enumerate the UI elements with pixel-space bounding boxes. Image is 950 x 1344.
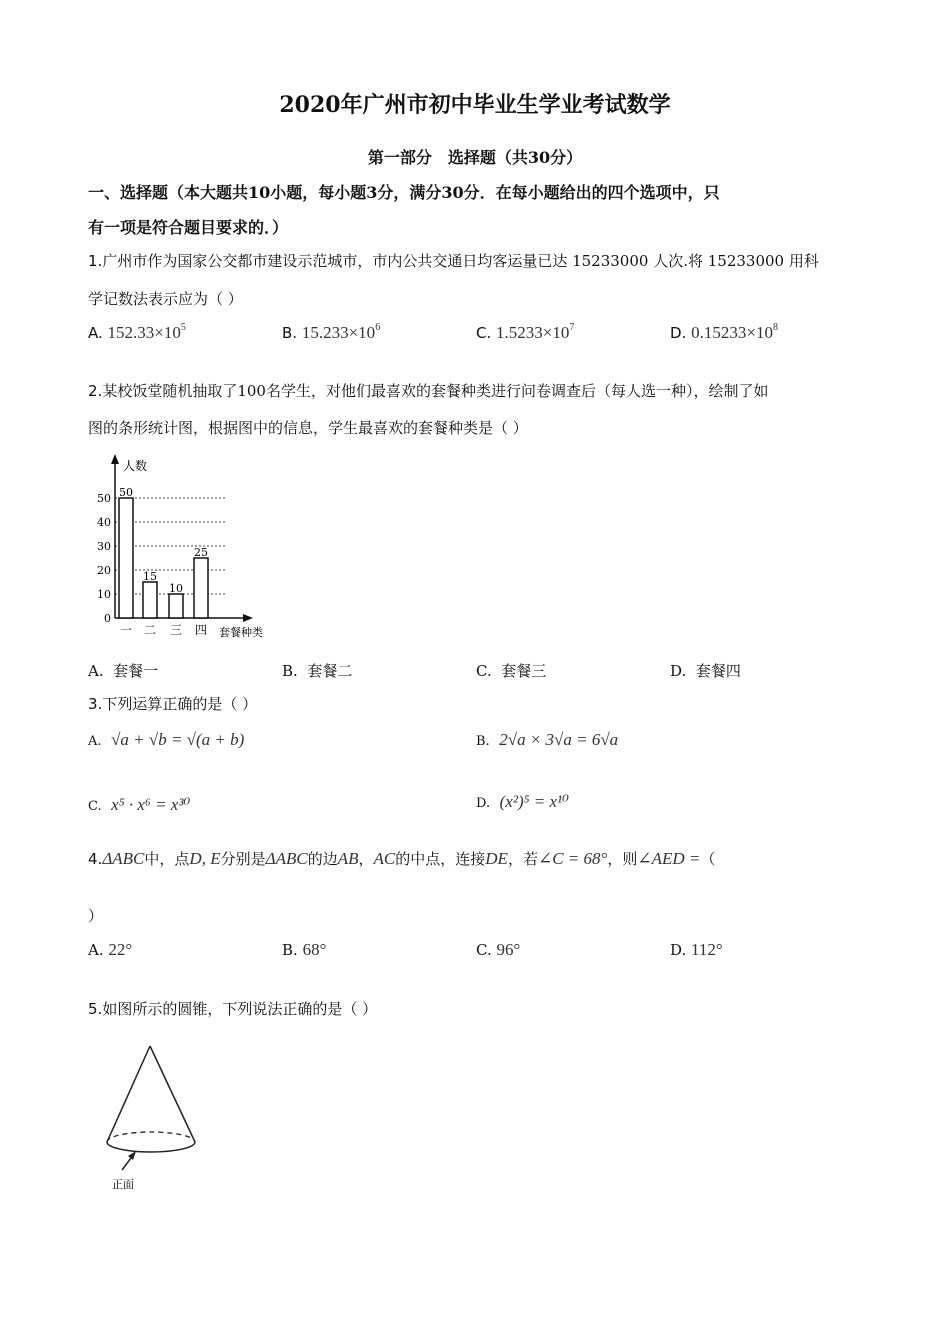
bar-data-label: 10 bbox=[169, 582, 183, 595]
q3-option-b[interactable]: B. 2√a × 3√a = 6√a bbox=[476, 730, 619, 749]
q3-option-c[interactable]: C. x⁵ · x⁶ = x³⁰ bbox=[88, 795, 191, 814]
x-axis-arrow bbox=[243, 614, 253, 622]
q2-option-a[interactable]: A. 套餐一 bbox=[88, 662, 159, 680]
category-label: 一 bbox=[119, 623, 133, 637]
q1-option-b[interactable]: B. $15.233\times 10^6$ bbox=[282, 322, 381, 342]
section-heading-line2: 有一项是符合题目要求的．） bbox=[88, 218, 289, 237]
exam-title: 2020年广州市初中毕业生学业考试数学 bbox=[279, 92, 671, 118]
q1-option-a[interactable]: A. $152.33\times 10^5$ bbox=[88, 322, 186, 342]
bar-data-label: 25 bbox=[194, 546, 208, 559]
q1-option-d[interactable]: D. $0.15233\times 10^8$ bbox=[670, 322, 778, 342]
y-tick-label: 20 bbox=[97, 564, 111, 577]
question-1-line2: 学记数法表示应为（ ） bbox=[88, 290, 243, 308]
bar bbox=[169, 594, 183, 618]
bar bbox=[194, 558, 208, 618]
q1-option-c[interactable]: C. $1.5233\times 10^7$ bbox=[476, 322, 575, 342]
y-tick-label: 50 bbox=[97, 492, 111, 505]
question-1-line1: 1.广州市作为国家公交都市建设示范城市，市内公共交通日均客运量已达 15233000 人次.将 15233000 用科 bbox=[88, 252, 819, 270]
question-2-line1: 2.某校饭堂随机抽取了100名学生，对他们最喜欢的套餐种类进行问卷调查后（每人选一种），绘制了如 bbox=[88, 382, 769, 400]
category-label: 四 bbox=[194, 623, 208, 637]
q4-option-a[interactable]: A. 22° bbox=[88, 940, 133, 959]
section-heading-line1: 一、选择题（本大题共10小题，每小题3分，满分30分．在每小题给出的四个选项中，只 bbox=[88, 183, 720, 202]
question-5: 5.如图所示的圆锥，下列说法正确的是（ ） bbox=[88, 1000, 378, 1018]
question-number: 1. bbox=[88, 252, 103, 270]
y-tick-label: 10 bbox=[97, 588, 111, 601]
question-4-line1: 4.ΔABC中，点D, E分别是ΔABC的边AB，AC的中点，连接DE，若∠C = 68°，则∠AED =（ bbox=[88, 849, 716, 868]
question-2-line2: 图的条形统计图，根据图中的信息，学生最喜欢的套餐种类是（ ） bbox=[88, 419, 528, 437]
cone-left-edge bbox=[107, 1046, 150, 1142]
q3-option-d[interactable]: D. (x²)⁵ = x¹⁰ bbox=[476, 792, 569, 811]
part-heading: 第一部分 选择题（共30分） bbox=[367, 148, 583, 167]
q3-option-a[interactable]: A. √a + √b = √(a + b) bbox=[88, 730, 245, 749]
cone-figure bbox=[100, 1040, 220, 1196]
cone-base-front bbox=[107, 1142, 195, 1152]
y-axis-label: 人数 bbox=[123, 459, 148, 473]
q2-option-d[interactable]: D. 套餐四 bbox=[670, 662, 741, 680]
cone-base-back bbox=[107, 1132, 195, 1142]
bar-data-label: 15 bbox=[143, 570, 157, 583]
q2-option-b[interactable]: B. 套餐二 bbox=[282, 662, 353, 680]
q2-option-c[interactable]: C. 套餐三 bbox=[476, 662, 547, 680]
y-tick-label: 30 bbox=[97, 540, 111, 553]
y-tick-label: 40 bbox=[97, 516, 111, 529]
bar-data-label: 50 bbox=[119, 486, 133, 499]
bar-chart bbox=[85, 452, 295, 644]
bar bbox=[143, 582, 157, 618]
front-view-label: 正面 bbox=[112, 1178, 134, 1191]
y-tick-label: 0 bbox=[104, 612, 111, 625]
bar bbox=[119, 498, 133, 618]
question-4-line2: ） bbox=[88, 907, 104, 925]
q4-option-c[interactable]: C. 96° bbox=[476, 940, 521, 959]
category-label: 三 bbox=[169, 623, 183, 637]
cone-right-edge bbox=[150, 1046, 195, 1142]
q4-option-d[interactable]: D. 112° bbox=[670, 940, 723, 959]
category-label: 二 bbox=[143, 623, 157, 637]
question-3: 3.下列运算正确的是（ ） bbox=[88, 695, 258, 713]
y-axis-arrow bbox=[111, 454, 119, 464]
view-arrowhead bbox=[128, 1151, 136, 1160]
q4-option-b[interactable]: B. 68° bbox=[282, 940, 327, 959]
x-axis-label: 套餐种类 bbox=[219, 626, 263, 639]
